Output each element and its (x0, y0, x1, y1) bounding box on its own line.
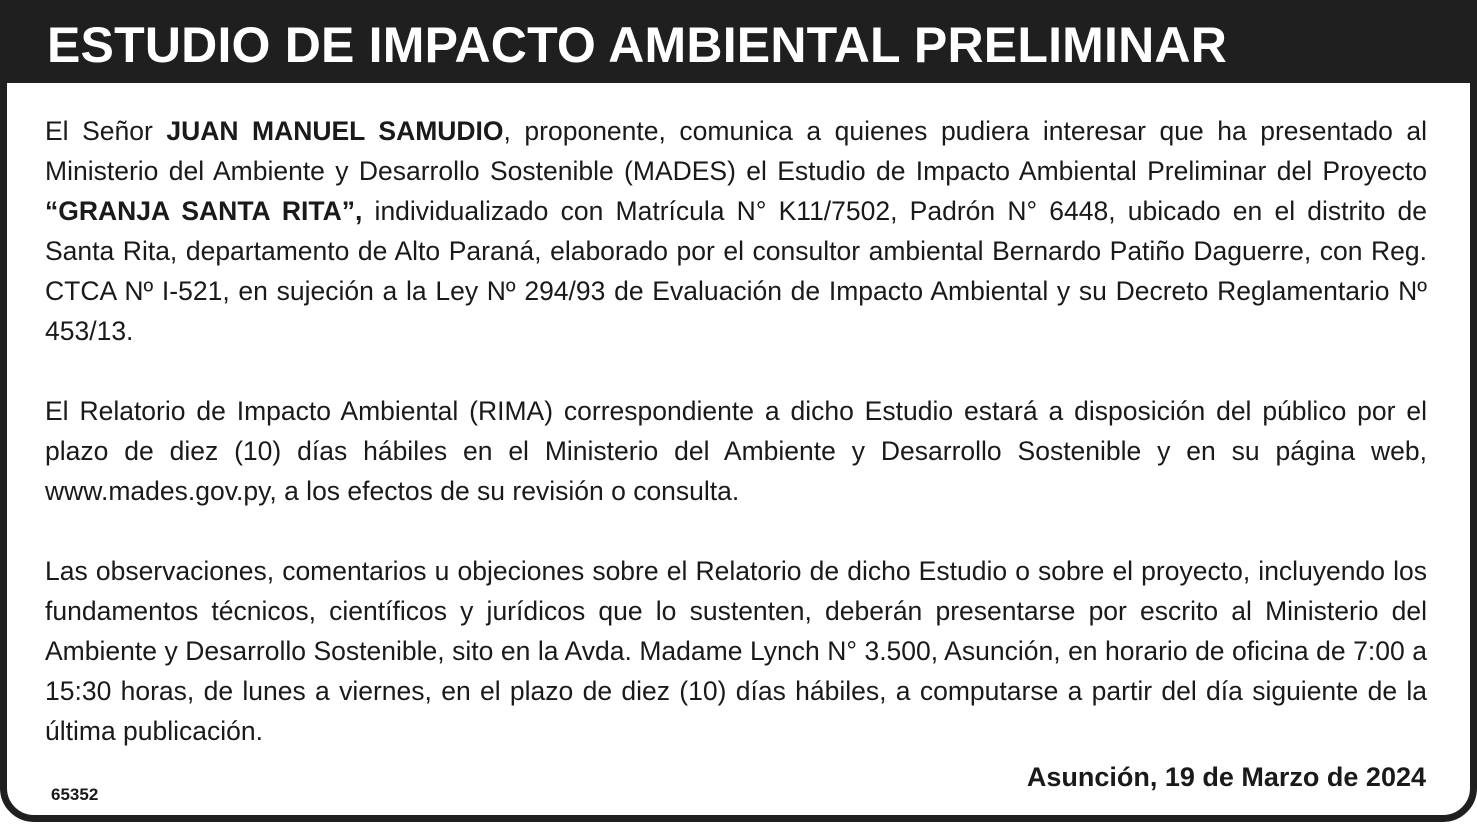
paragraph-announcement-intro: El Señor (45, 116, 167, 146)
paragraph-announcement-middle: , proponente, comunica a quienes pudiera interesar que ha presentado al Ministerio del Ambiente y Desarrollo Sostenible (MADES) el Estudio de Impacto Ambiental Preliminar del Proyecto (45, 116, 1427, 186)
proponent-name: JUAN MANUEL SAMUDIO (166, 116, 504, 146)
paragraph-announcement-details: individualizado con Matrícula N° K11/7502, Padrón N° 6448, ubicado en el distrito de Santa Rita, departamento de Alto Paraná, elaborado por el consultor ambiental Bernardo Patiño Daguerre, con Reg. CTCA Nº I-521, en sujeción a la Ley Nº 294/93 de Evaluación de Impacto Ambiental y su Decreto Reglamentario Nº 453/13. (45, 196, 1428, 346)
publication-code: 65352 (51, 785, 99, 804)
paragraph-rima: El Relatorio de Impacto Ambiental (RIMA) correspondiente a dicho Estudio estará a disposición del público por el plazo de diez (10) días hábiles en el Ministerio del Ambiente y Desarrollo Sostenible y en su página web, www.mades.gov.py, a los efectos de su revisión o consulta. (45, 396, 1427, 506)
project-name: “GRANJA SANTA RITA”, (45, 196, 363, 226)
paragraph-observations: Las observaciones, comentarios u objeciones sobre el Relatorio de dicho Estudio o sobre el proyecto, incluyendo los fundamentos técnicos, científicos y jurídicos que lo sustenten, deberán presentarse por escrito al Ministerio del Ambiente y Desarrollo Sostenible, sito en la Avda. Madame Lynch N° 3.500, Asunción, en horario de oficina de 7:00 a 15:30 horas, de lunes a viernes, en el plazo de diez (10) días hábiles, a computarse a partir del día siguiente de la última publicación. (45, 556, 1427, 746)
notice-body (45, 111, 1427, 791)
paragraph-announcement (45, 111, 1427, 351)
publication-date: Asunción, 19 de Marzo de 2024 (1026, 762, 1426, 792)
title-banner (7, 7, 1470, 83)
page-title: ESTUDIO DE IMPACTO AMBIENTAL PRELIMINAR (47, 17, 1228, 73)
